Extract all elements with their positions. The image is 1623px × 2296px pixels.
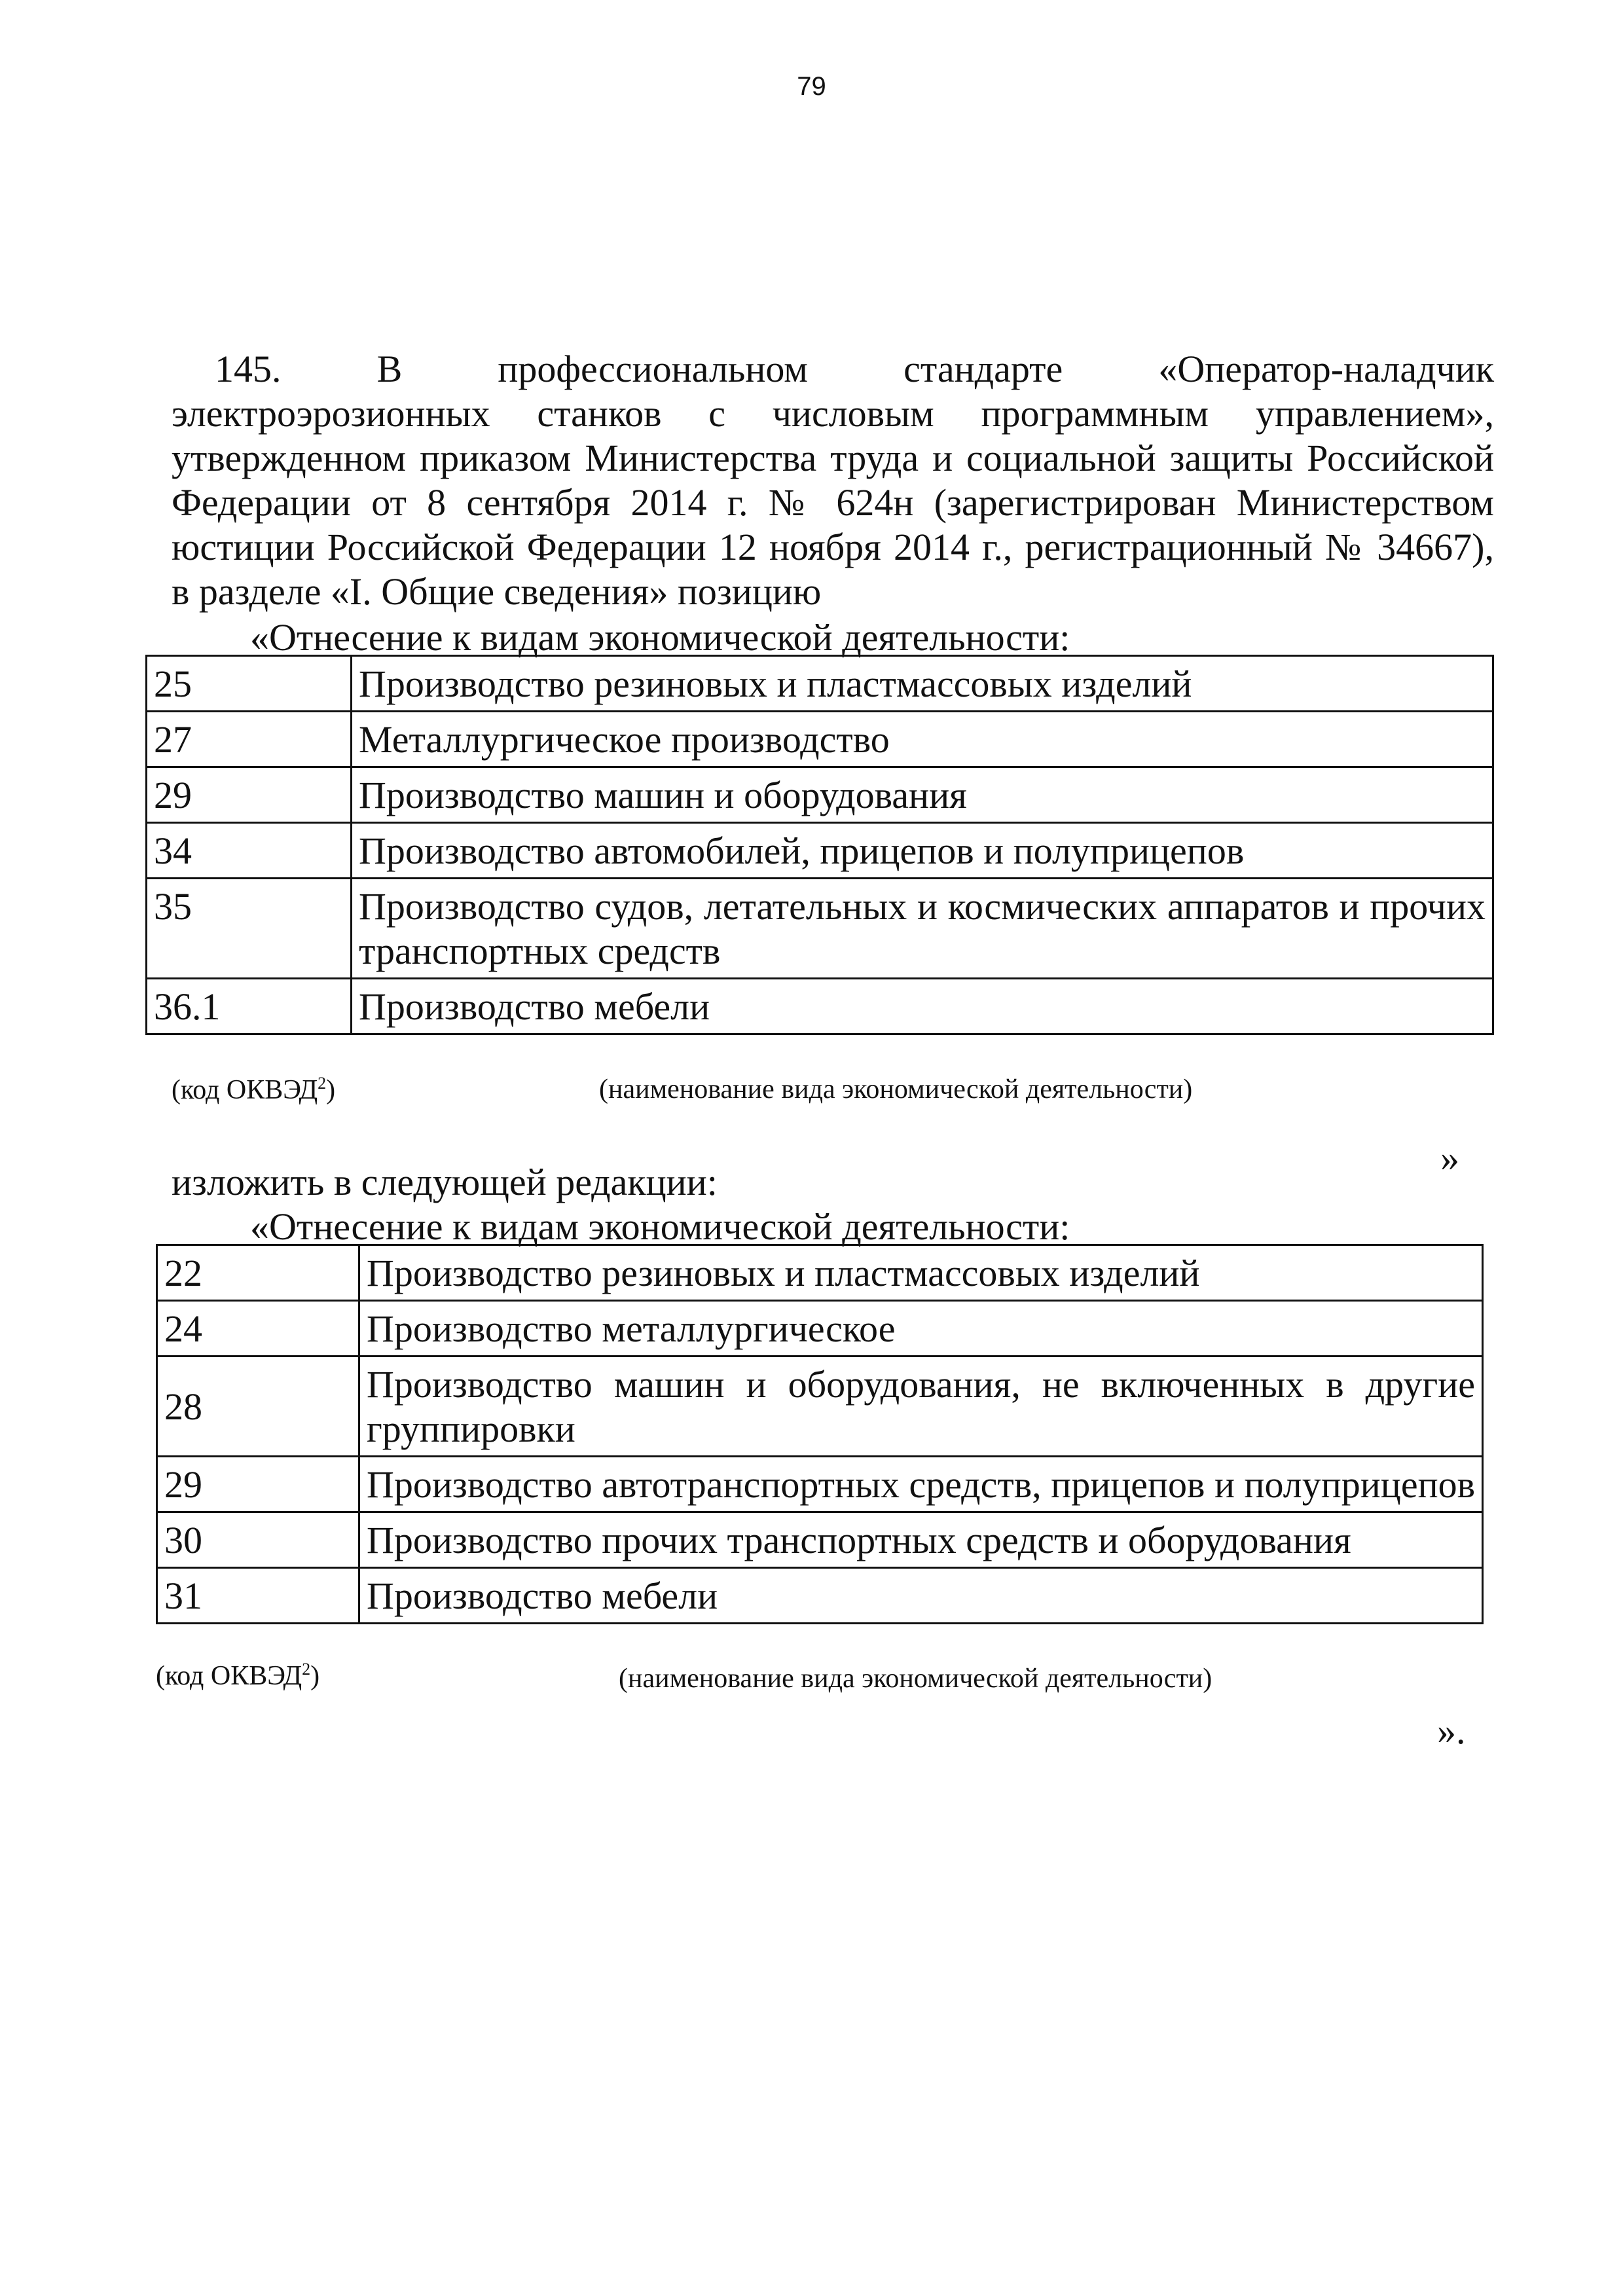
okved-code: 25 [147,656,352,712]
intro-paragraph [172,347,1494,614]
caption-code-close: ) [326,1075,336,1105]
table-row [157,1457,1483,1512]
table-row [147,656,1493,712]
intro-line: Федерации от 8 сентября 2014 г. № 624н (зарегистрирован Министерством [172,481,1494,524]
activity-name: Производство мебели [352,979,1493,1034]
old-okved-table [145,655,1494,1035]
okved-code: 27 [147,712,352,767]
activity-name: Производство резиновых и пластмассовых изделий [359,1245,1483,1301]
okved-code: 22 [157,1245,359,1301]
table-row [157,1245,1483,1301]
okved-code: 34 [147,823,352,879]
activity-name: Производство машин и оборудования [352,767,1493,823]
intro-line: 145. В профессиональном стандарте «Оператор-наладчик [215,348,1494,390]
activity-name: Производство мебели [359,1568,1483,1624]
okved-code: 29 [157,1457,359,1512]
okved-code: 29 [147,767,352,823]
old-caption-name: (наименование вида экономической деятельности) [599,1074,1193,1104]
okved-code: 31 [157,1568,359,1624]
intro-line: электроэрозионных станков с числовым программным управлением», [172,392,1494,435]
activity-name: Производство судов, летательных и космических аппаратов и прочих транспортных средств [352,879,1493,979]
caption-code-text: (код ОКВЭД [156,1661,302,1691]
table-row [147,767,1493,823]
activity-name: Производство машин и оборудования, не включенных в другие группировки [359,1357,1483,1457]
footnote-marker: 2 [302,1660,311,1679]
okved-code: 35 [147,879,352,979]
okved-code: 24 [157,1301,359,1357]
table-row [157,1301,1483,1357]
table-row [157,1357,1483,1457]
intro-line: утвержденном приказом Министерства труда и социальной защиты Российской [172,437,1494,479]
old-caption-code [172,1074,335,1106]
okved-code: 28 [157,1357,359,1457]
activity-name: Производство металлургическое [359,1301,1483,1357]
caption-code-text: (код ОКВЭД [172,1075,318,1105]
activity-name: Производство прочих транспортных средств и оборудования [359,1512,1483,1568]
table-row [147,712,1493,767]
table-row [147,979,1493,1034]
new-closing-quote: ». [1437,1709,1466,1752]
footnote-marker: 2 [318,1074,327,1093]
new-caption-code [156,1660,319,1692]
activity-name: Производство резиновых и пластмассовых изделий [352,656,1493,712]
okved-code: 36.1 [147,979,352,1034]
table-row [157,1512,1483,1568]
table-row [157,1568,1483,1624]
intro-line: в разделе «I. Общие сведения» позицию [172,570,822,613]
activity-name: Производство автомобилей, прицепов и полуприцепов [352,823,1493,879]
intro-line: юстиции Российской Федерации 12 ноября 2014 г., регистрационный № 34667), [172,526,1494,568]
caption-code-close: ) [310,1661,320,1691]
old-table-lead: «Отнесение к видам экономической деятельности: [250,616,1070,659]
table-row [147,823,1493,879]
new-okved-table [156,1244,1484,1624]
old-closing-quote: » [1440,1137,1459,1179]
new-caption-name: (наименование вида экономической деятельности) [619,1664,1213,1694]
transition-text: изложить в следующей редакции: [172,1161,718,1203]
table-row [147,879,1493,979]
page-number: 79 [797,72,826,101]
okved-code: 30 [157,1512,359,1568]
new-table-lead: «Отнесение к видам экономической деятельности: [250,1205,1070,1248]
activity-name: Металлургическое производство [352,712,1493,767]
activity-name: Производство автотранспортных средств, прицепов и полуприцепов [359,1457,1483,1512]
